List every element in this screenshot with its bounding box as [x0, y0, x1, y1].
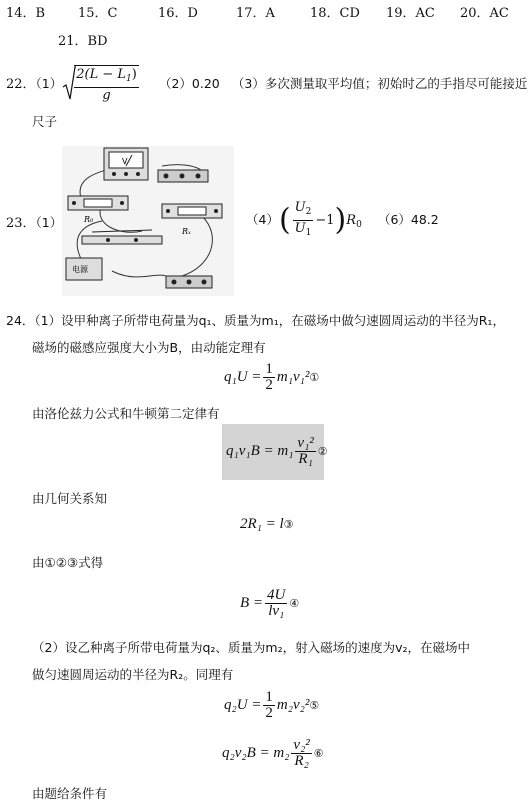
q23-label: 23．（1）	[6, 215, 63, 231]
q22-part3-cont: 尺子	[32, 114, 58, 129]
q22-line	[6, 64, 527, 105]
answer-18: 18．CD	[310, 6, 360, 21]
q23-part4: （4）( $\frac{U_2}{U_1}$ $-1)R_0$ （6）48.2	[246, 200, 439, 238]
q22-sqrt-formula: $\frac{2(L - L_1)}{g}$	[62, 65, 141, 105]
answer-17: 17．A	[236, 6, 275, 21]
q22-part2: （2）0.20	[158, 76, 220, 91]
equation-6: q₂v₂B = m₂ $\frac{\text{v₂²}}{\text{R₂}}$ ⑥	[222, 737, 324, 770]
q22-part1: （1）	[35, 76, 63, 91]
equation-5: q₂U = $\frac{1}{2}$ m₂v₂²⑤	[224, 689, 320, 722]
equation-3: 2R₁ = l③	[240, 516, 294, 532]
equation-2: q₁v₁B = m₁ $\frac{\text{v₁²}}{\text{R₁}}$ ②	[226, 435, 328, 468]
answer-15: 15．C	[78, 6, 118, 21]
answer-19: 19．AC	[386, 6, 435, 21]
q24-part2-2: 做匀速圆周运动的半径为R₂。同理有	[32, 667, 234, 682]
circuit-photo	[62, 146, 234, 296]
q24-intro-2: 磁场的磁感应强度大小为B，由动能定理有	[32, 340, 266, 355]
equation-1: q₁U = $\frac{1}{2}$ m₁v₁²①	[224, 361, 320, 394]
q23-part6: （6）48.2	[377, 212, 439, 227]
answer-20: 20．AC	[460, 6, 509, 21]
voltmeter-label: V	[122, 157, 128, 166]
answer-14: 14．B	[6, 6, 46, 21]
text-geometry: 由几何关系知	[32, 491, 108, 506]
text-cut-off: 由题给条件有	[32, 786, 108, 801]
answer-21: 21．BD	[58, 34, 108, 49]
equation-4: B = $\frac{4U}{\text{lv₁}}$ ④	[240, 587, 300, 620]
q24-part2-1: （2）设乙种离子所带电荷量为q₂、质量为m₂，射入磁场的速度为v₂，在磁场中	[32, 640, 470, 655]
text-derive: 由①②③式得	[32, 555, 104, 570]
rx-label: Rₓ	[182, 227, 191, 236]
answer-16: 16．D	[158, 6, 198, 21]
text-lorentz: 由洛伦兹力公式和牛顿第二定律有	[32, 406, 220, 421]
r0-label: R₀	[84, 215, 94, 224]
q22-label: 22．	[6, 77, 36, 92]
q22-part3: （3）多次测量取平均值；初始时乙的手指尽可能接近	[231, 76, 528, 91]
source-label: 电源	[72, 265, 88, 274]
q24-intro-1: 24．（1）设甲种离子所带电荷量为q₁、质量为m₁，在磁场中做匀速圆周运动的半径为R₁，	[6, 313, 505, 328]
